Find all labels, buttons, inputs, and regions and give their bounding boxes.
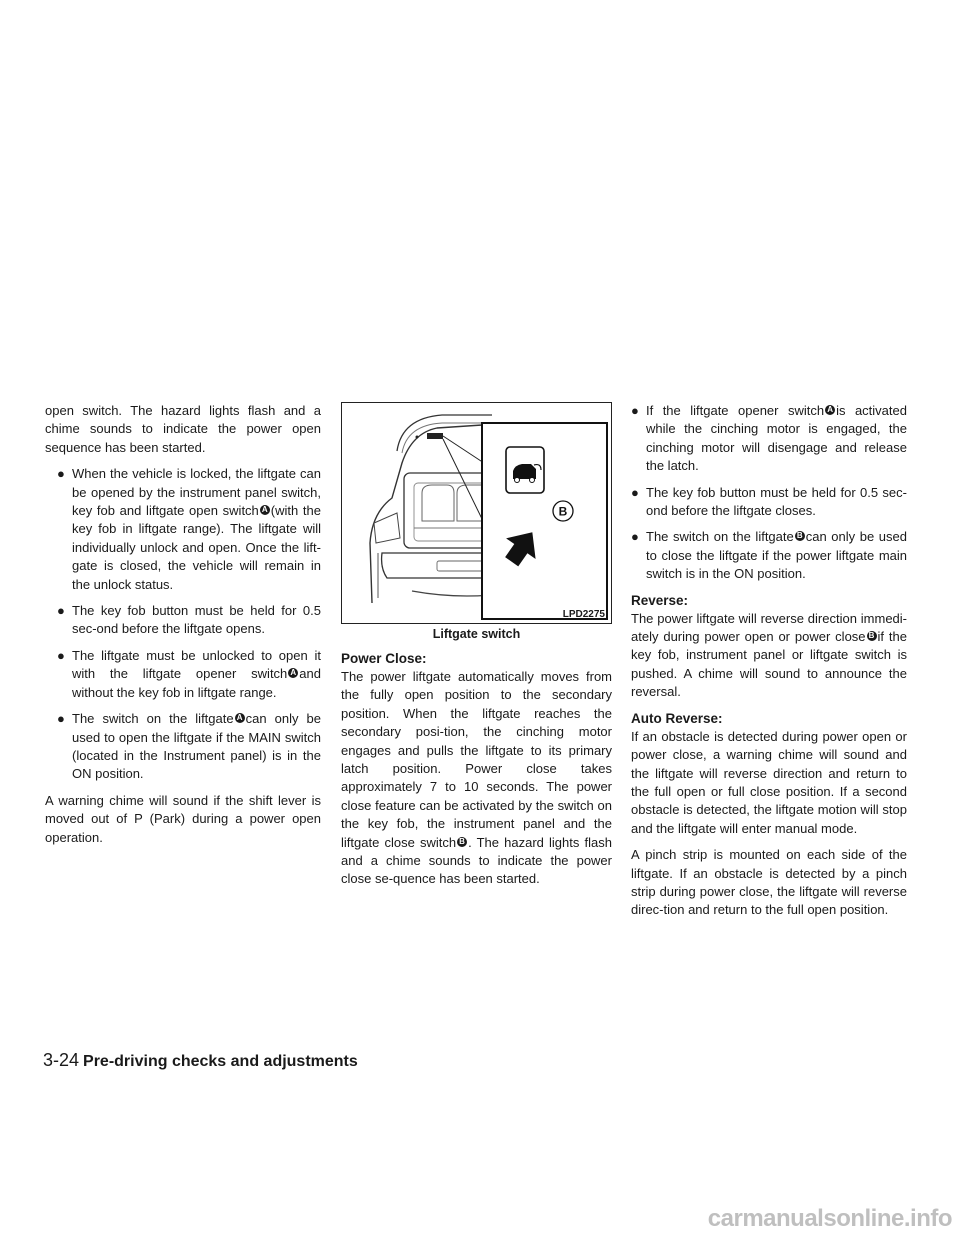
- marker-a-icon: A: [288, 668, 298, 678]
- bullet-opener-cinching: [631, 402, 907, 476]
- bullet-text: The switch on the liftgate: [72, 711, 234, 727]
- bullet-keyfob-close: [631, 484, 907, 521]
- bullet-unlock-required: [57, 647, 321, 702]
- bullet-text: If the liftgate opener switch: [646, 403, 825, 418]
- bullet-text: The switch on the liftgate: [646, 529, 794, 545]
- figure-code: LPD2275: [562, 609, 605, 620]
- figure-caption: Liftgate switch: [432, 627, 521, 641]
- bullet-text: The key fob button must be held for 0.5 sec-ond before the liftgate closes.: [646, 484, 907, 519]
- bullet-text: can only be used to close the liftgate if the power liftgate main switch is in the ON position.: [646, 529, 907, 582]
- bullet-dot: ●: [57, 711, 65, 727]
- intro-paragraph: open switch. The hazard lights flash and a chime sounds to indicate the power open sequence has been started.: [45, 403, 321, 455]
- bullet-dot: ●: [631, 484, 639, 500]
- column-3: [631, 402, 907, 928]
- marker-a-icon: A: [825, 405, 835, 415]
- watermark: carmanualsonline.info: [707, 1205, 952, 1232]
- warning-chime-paragraph: A warning chime will sound if the shift lever is moved out of P (Park) during a power open operation.: [45, 792, 321, 845]
- auto-reverse-paragraph: If an obstacle is detected during power open or power close, a warning chime will sound and the liftgate will reverse direction and return to the full open or full close position. If a second obstacle is detected, the liftgate motion will stop and the liftgate will enter manual mode.: [631, 728, 907, 836]
- bullet-dot: ●: [57, 647, 65, 663]
- marker-b-icon: B: [795, 531, 805, 541]
- column-1: [45, 402, 321, 855]
- page-number: 3-24: [43, 1050, 80, 1070]
- section-title: Pre-driving checks and adjustments: [83, 1053, 358, 1070]
- bullet-keyfob-hold: [57, 602, 321, 639]
- paragraph-text: The power liftgate will reverse direction immedi-ately during power open or power close: [631, 610, 907, 645]
- bullet-text: When the vehicle is locked, the liftgate can be opened by the instrument panel switch, key fob and liftgate open switch: [72, 466, 321, 519]
- bullet-text: can only be used to open the liftgate if the MAIN switch (located in the Instrument panel) is in the ON position.: [72, 711, 321, 782]
- bullet-locked-open: [57, 465, 321, 594]
- paragraph-text: if the key fob, instrument panel or liftgate switch is pushed. A chime will sound to announce the reversal.: [631, 629, 907, 700]
- bullet-text: is activated while the cinching motor is engaged, the cinching motor will disengage and release the latch.: [646, 403, 907, 474]
- paragraph-text: The power liftgate automatically moves from the fully open position to the secondary position. When the liftgate reaches the secondary posi-tion, the cinching motor engages and pulls the liftgate to its primary latch position. Power close takes approximately 7 to 10 seconds. The power close feature can be activated by the switch on the key fob, the instrument panel and the liftgate close switch: [341, 669, 612, 850]
- marker-b-icon: B: [457, 837, 467, 847]
- paragraph-text: . The hazard lights flash and a chime sounds to indicate the power close se-quence has been started.: [341, 834, 612, 887]
- bullet-dot: ●: [57, 466, 65, 482]
- bullet-text: The liftgate must be unlocked to open it with the liftgate opener switch: [72, 647, 321, 682]
- reverse-heading: Reverse:: [631, 592, 689, 608]
- bullet-dot: ●: [631, 529, 639, 545]
- bullet-text: The key fob button must be held for 0.5 sec-ond before the liftgate opens.: [72, 603, 321, 637]
- bullet-main-switch: [57, 710, 321, 784]
- power-close-heading: Power Close:: [341, 651, 427, 666]
- reverse-paragraph: [631, 610, 907, 702]
- marker-a-icon: A: [260, 505, 270, 515]
- pinch-strip-paragraph: A pinch strip is mounted on each side of the liftgate. If an obstacle is detected by a pinch strip during power close, the liftgate will reverse direc-tion and return to the full open position.: [631, 847, 907, 918]
- bullet-close-main-switch: [631, 528, 907, 583]
- page-footer: [43, 1050, 358, 1071]
- figure-label-b: B: [558, 504, 568, 519]
- bullet-text: (with the key fob in liftgate range). The liftgate will individually unlock and open. Once the lift-gate is closed, the vehicle will remain in the unlock status.: [72, 503, 321, 592]
- bullet-dot: ●: [57, 603, 65, 619]
- liftgate-switch-figure: [341, 402, 612, 624]
- column-2: [341, 402, 612, 897]
- bullet-text: and without the key fob in liftgate range.: [72, 666, 321, 700]
- power-close-paragraph: [341, 668, 612, 889]
- bullet-dot: ●: [631, 403, 639, 418]
- marker-a-icon: A: [235, 713, 245, 723]
- marker-b-icon: B: [867, 631, 877, 641]
- auto-reverse-heading: Auto Reverse:: [631, 710, 723, 726]
- liftgate-illustration: [342, 403, 611, 623]
